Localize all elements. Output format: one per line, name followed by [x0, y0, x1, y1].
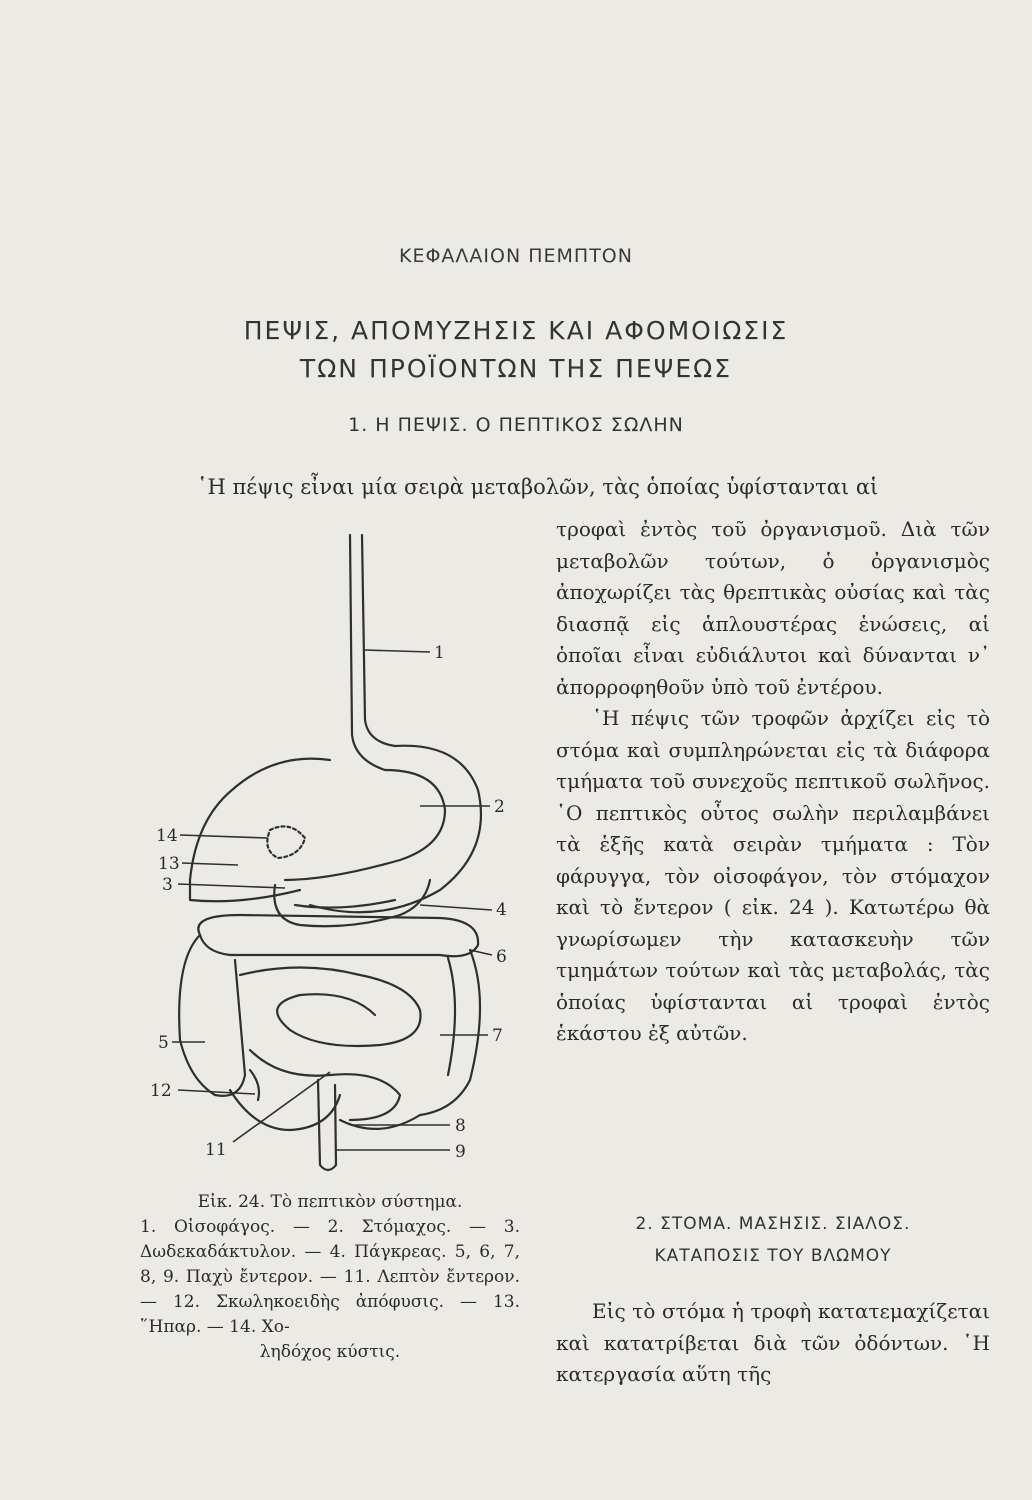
gallbladder-outline [267, 826, 305, 858]
leader-3 [178, 884, 285, 888]
stomach-inner [285, 770, 445, 880]
leader-1 [365, 650, 430, 652]
label-6: 6 [496, 947, 507, 967]
transverse-colon [198, 915, 478, 956]
section-2-heading-line-1: 2. ΣΤΟΜΑ. ΜΑΣΗΣΙΣ. ΣΙΑΛΟΣ. [635, 1214, 911, 1234]
label-13: 13 [158, 854, 180, 874]
section-1-heading: 1. Η ΠΕΨΙΣ. Ο ΠΕΠΤΙΚΟΣ ΣΩΛΗΝ [348, 414, 684, 436]
label-5: 5 [158, 1033, 169, 1053]
figure-caption [140, 1190, 520, 1365]
paragraph-2: ῾Η πέψις τῶν τροφῶν ἀρχίζει εἰς τὸ στόμα καὶ συμπληρώνεται εἰς τὰ διάφορα τμήματα τοῦ συνεχοῦς πεπτικοῦ σωλῆνος. ῾Ο πεπτικὸς οὗτος σωλὴν περιλαμβάνει τὰ ἑξῆς κατὰ σειρὰν τμήματα : Τὸν φάρυγγα, τὸν οἰσοφάγον, τὸν στόμαχον καὶ τὸ ἔντερον ( εἰκ. 24 ). Κατωτέρω θὰ γνωρίσωμεν τὴν κατασκευὴν τῶν τμημάτων τούτων καὶ τὰς μεταβολάς, τὰς ὁποίας ὑφίστανται αἱ τροφαὶ ἐντὸς ἑκάστου ἐξ αὐτῶν. [556, 706, 990, 1045]
chapter-title-line-2: ΤΩΝ ΠΡΟΪΟΝΤΩΝ ΤΗΣ ΠΕΨΕΩΣ [299, 354, 733, 383]
cecum [230, 1090, 340, 1130]
leader-14 [180, 835, 268, 838]
leader-13 [182, 863, 238, 865]
sigmoid-colon [340, 1115, 420, 1129]
appendix [250, 1070, 259, 1100]
label-11: 11 [205, 1140, 227, 1160]
paragraph-1: τροφαὶ ἐντὸς τοῦ ὀργανισμοῦ. Διὰ τῶν μεταβολῶν τούτων, ὁ ὀργανισμὸς ἀποχωρίζει τὰς θρεπτικὰς οὐσίας καὶ τὰς διασπᾷ εἰς ἁπλουστέρας ἑνώσεις, αἱ ὁποῖαι εἶναι εὐδιάλυτοι καὶ δύνανται ν᾿ ἀπορροφηθοῦν ὑπὸ τοῦ ἐντέρου. [556, 517, 990, 699]
label-14: 14 [156, 826, 178, 846]
label-7: 7 [492, 1026, 503, 1046]
label-1: 1 [434, 643, 445, 663]
small-intestine-loop-2 [250, 1050, 400, 1120]
leader-6 [470, 950, 492, 955]
paragraph-1-first-line: ῾Η πέψις εἶναι μία σειρὰ μεταβολῶν, τὰς ὁποίας ὑφίστανται αἱ [197, 475, 879, 499]
leader-4 [420, 905, 492, 910]
figure-caption-body: 1. Οἰσοφάγος. — 2. Στόμαχος. — 3. Δωδεκαδάκτυλον. — 4. Πάγκρεας. 5, 6, 7, 8, 9. Παχὺ ἔντερον. — 11. Λεπτὸν ἔντερον. — 12. Σκωληκοειδὴς ἀπόφυσις. — 13. ῞Ηπαρ. — 14. Χο- [140, 1217, 520, 1337]
label-3: 3 [162, 875, 173, 895]
figure-caption-title: Εἰκ. 24. Τὸ πεπτικὸν σύστημα. [197, 1192, 463, 1212]
chapter-heading: ΚΕΦΑΛΑΙΟΝ ΠΕΜΠΤΟΝ [399, 245, 633, 267]
chapter-title-line-1: ΠΕΨΙΣ, ΑΠΟΜΥΖΗΣΙΣ ΚΑΙ ΑΦΟΜΟΙΩΣΙΣ [243, 316, 789, 345]
pancreas-outline [274, 880, 430, 926]
label-4: 4 [496, 900, 507, 920]
label-2: 2 [494, 797, 505, 817]
ascending-colon [179, 935, 245, 1096]
paragraph-3: Εἰς τὸ στόμα ἡ τροφὴ κατατεμαχίζεται καὶ κατατρίβεται διὰ τῶν ὀδόντων. ῾Η κατεργασία αὕτη τῆς [556, 1299, 990, 1386]
esophagus-left-wall [350, 535, 385, 770]
descending-colon-inner [448, 958, 455, 1075]
label-8: 8 [455, 1116, 466, 1136]
pancreas-inner [295, 900, 395, 908]
leader-11 [233, 1072, 330, 1142]
section-2-heading-line-2: ΚΑΤΑΠΟΣΙΣ ΤΟΥ ΒΛΩΜΟΥ [654, 1246, 892, 1266]
leader-12 [178, 1090, 255, 1094]
esophagus-right-wall [362, 535, 395, 746]
descending-colon [420, 950, 480, 1115]
small-intestine-loop-1 [240, 968, 421, 1047]
figure-caption-last: ληδόχος κύστις. [259, 1342, 401, 1362]
rectum [318, 1080, 336, 1170]
label-9: 9 [455, 1142, 466, 1162]
label-12: 12 [150, 1081, 172, 1101]
